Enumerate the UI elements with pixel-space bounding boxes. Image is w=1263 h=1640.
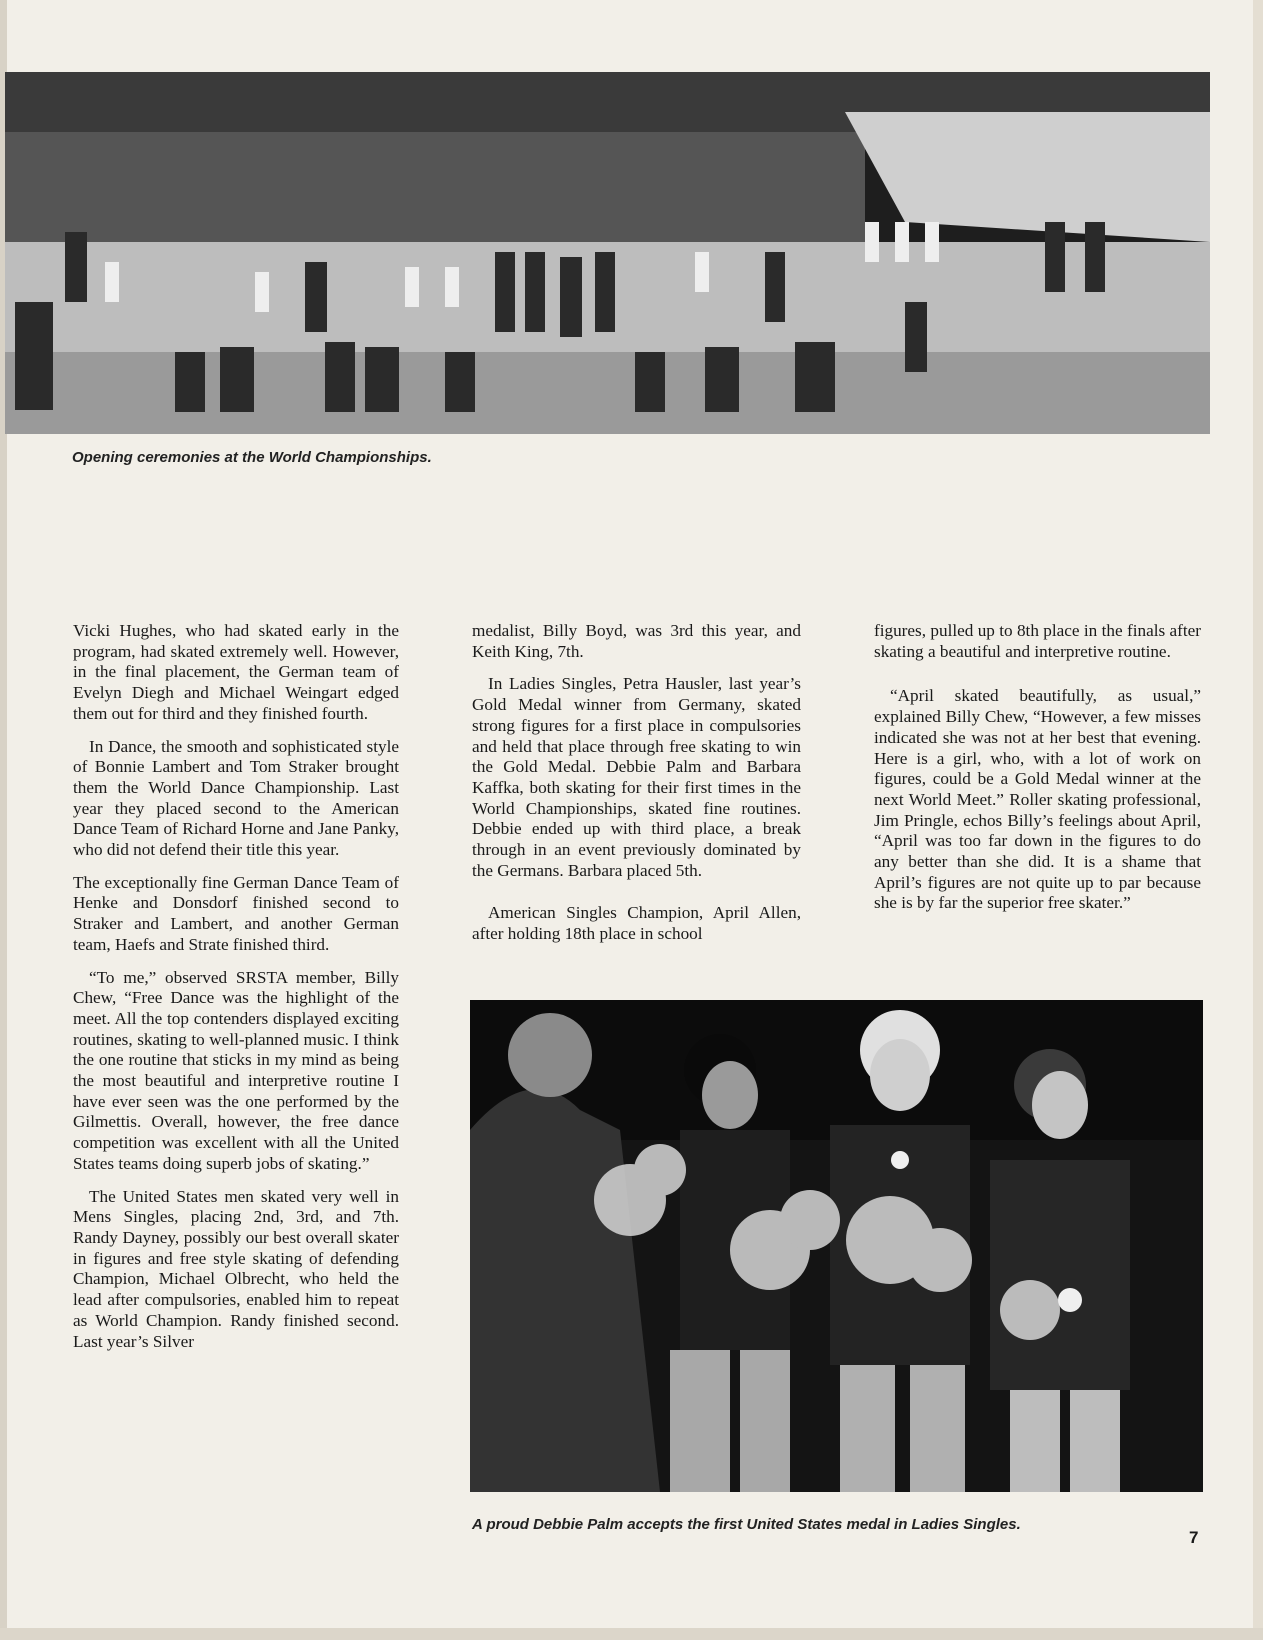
paragraph: The exceptionally fine German Dance Team of Henke and Donsdorf finished second to Straker and Lambert, and another German team, Haefs and Strate finished third.	[73, 872, 399, 954]
medal-ceremony-photo	[470, 1000, 1203, 1492]
article-column-1	[73, 621, 399, 1364]
paragraph: The United States men skated very well in Mens Singles, placing 2nd, 3rd, and 7th. Randy Dayney, possibly our best overall skater in figures and free style skating of defending Champion, Michael Olbrecht, who held the lead after compulsories, enabled him to repeat as World Champion. Randy finished second. Last year’s Silver	[73, 1186, 399, 1351]
paragraph: “To me,” observed SRSTA member, Billy Chew, “Free Dance was the highlight of the meet. All the top contenders displayed exciting routines, skating to well-planned music. I think the one routine that sticks in my mind as being the most beautiful and interpretive routine I have ever seen was the one performed by the Gilmettis. Overall, however, the free dance competition was excellent with all the United States teams doing superb jobs of skating.”	[73, 967, 399, 1173]
paragraph: In Dance, the smooth and sophisticated style of Bonnie Lambert and Tom Straker brought them the World Dance Championship. Last year they placed second to the American Dance Team of Richard Horne and Jane Panky, who did not defend their title this year.	[73, 736, 399, 860]
page-number: 7	[1189, 1528, 1199, 1547]
paragraph: medalist, Billy Boyd, was 3rd this year, and Keith King, 7th.	[472, 621, 801, 661]
paragraph: “April skated beautifully, as usual,” explained Billy Chew, “However, a few misses indicated she was not at her best that evening. Here is a girl, who, with a lot of work on figures, could be a Gold Medal winner at the next World Meet.” Roller skating professional, Jim Pringle, echos Billy’s feelings about April, “April was too far down in the figures to do any better than she did. It is a shame that April’s figures are not quite up to par because she is by far the superior free skater.”	[874, 686, 1201, 913]
page-edge	[0, 1628, 1263, 1640]
article-column-2	[472, 621, 801, 957]
page-edge	[1253, 0, 1263, 1640]
opening-ceremonies-photo	[5, 72, 1210, 434]
article-column-3	[874, 621, 1201, 926]
photo-caption: Opening ceremonies at the World Championships.	[72, 449, 432, 466]
photo-caption: A proud Debbie Palm accepts the first United States medal in Ladies Singles.	[472, 1516, 1021, 1533]
paragraph: In Ladies Singles, Petra Hausler, last year’s Gold Medal winner from Germany, skated strong figures for a first place in compulsories and held that place through free skating to win the Gold Medal. Debbie Palm and Barbara Kaffka, both skating for their first times in the World Championships, skated fine routines. Debbie ended up with third place, a break through in an event previously dominated by the Germans. Barbara placed 5th.	[472, 674, 801, 880]
paragraph: figures, pulled up to 8th place in the finals after skating a beautiful and interpretive routine.	[874, 621, 1201, 661]
paragraph: American Singles Champion, April Allen, after holding 18th place in school	[472, 903, 801, 944]
paragraph: Vicki Hughes, who had skated early in the program, had skated extremely well. However, in the final placement, the German team of Evelyn Diegh and Michael Weingart edged them out for third and they finished fourth.	[73, 621, 399, 723]
